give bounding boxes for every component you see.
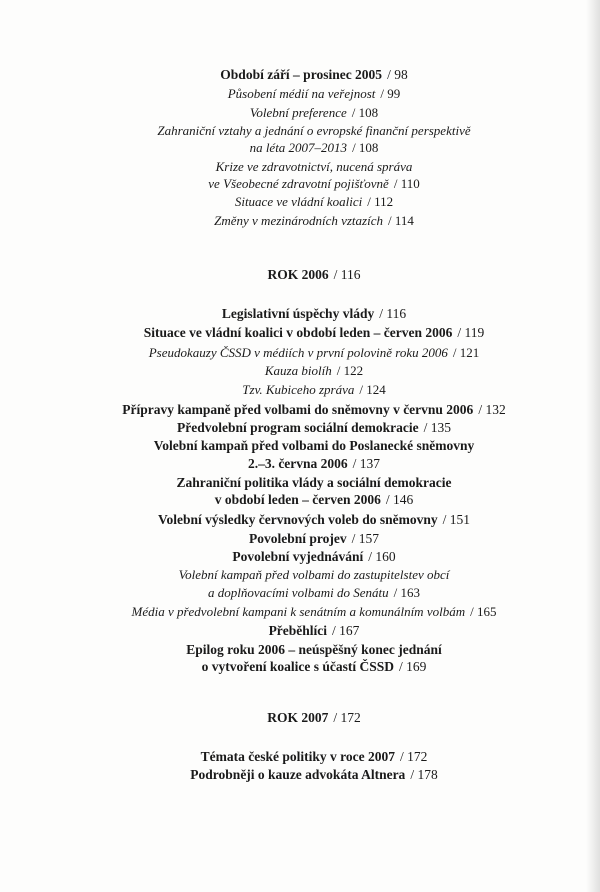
- toc-entry: [14, 566, 600, 583]
- toc-entry-title: Podrobněji o kauze advokáta Altnera: [190, 767, 406, 782]
- toc-entry: [14, 603, 600, 620]
- toc-entry-title: Předvolební program sociální demokracie: [177, 420, 419, 435]
- toc-entry-page: / 122: [336, 363, 364, 378]
- toc-entry-title: 2.–3. června 2006: [247, 456, 348, 471]
- toc-entry-page: / 132: [478, 402, 506, 417]
- toc-entry: [14, 305, 600, 322]
- toc-entry-title: Legislativní úspěchy vlády: [221, 306, 375, 321]
- toc-entry-title: Pseudokauzy ČSSD v médiích v první polovině roku 2006: [148, 345, 448, 360]
- toc-entry: [14, 548, 600, 565]
- toc-entry-page: / 124: [359, 382, 386, 397]
- toc-entry: [14, 622, 600, 639]
- toc-entry: [14, 158, 600, 175]
- toc-entry: [14, 491, 600, 508]
- section-heading: [14, 709, 600, 726]
- toc-entry-title: ve Všeobecné zdravotní pojišťovně: [208, 176, 389, 191]
- toc-entry: [14, 748, 600, 765]
- toc-entry-title: Přípravy kampaně před volbami do sněmovny v červnu 2006: [122, 402, 474, 417]
- toc-entry-page: / 135: [423, 420, 451, 435]
- toc-entry-title: na léta 2007–2013: [249, 140, 348, 155]
- toc-entry-page: / 108: [351, 105, 379, 120]
- toc-entry-title: Situace ve vládní koalici: [234, 194, 363, 209]
- toc-entry: [14, 85, 600, 102]
- toc-entry-title: Období září – prosinec 2005: [220, 67, 383, 82]
- toc-entry-page: / 108: [352, 140, 379, 155]
- toc-entry: [14, 455, 600, 472]
- toc-entry-page: / 160: [368, 549, 396, 564]
- toc-entry: [14, 139, 600, 156]
- toc-entry-page: / 178: [410, 767, 438, 782]
- toc-entry-page: / 99: [380, 86, 401, 101]
- section-heading-page: / 172: [333, 710, 361, 725]
- section-heading: [14, 266, 600, 283]
- section-heading-title: ROK 2007: [267, 710, 329, 725]
- toc-entry: [14, 324, 600, 341]
- toc-entry: [14, 766, 600, 783]
- toc-entry: [14, 381, 600, 398]
- toc-entry: [14, 104, 600, 121]
- toc-entry-page: / 98: [387, 67, 408, 82]
- toc-entry-title: Působení médií na veřejnost: [227, 86, 376, 101]
- toc-entry-page: / 157: [351, 531, 379, 546]
- toc-entry-page: / 137: [352, 456, 381, 471]
- section-heading-page: / 116: [333, 267, 361, 282]
- toc-entry-page: / 167: [332, 623, 360, 638]
- page-edge-shadow: [586, 0, 600, 892]
- toc-entry-title: a doplňovacími volbami do Senátu: [208, 585, 389, 600]
- section-heading-title: ROK 2006: [267, 267, 329, 282]
- toc-entry-title: Volební preference: [249, 105, 347, 120]
- toc-entry: [14, 66, 600, 83]
- toc-entry-title: Zahraniční vztahy a jednání o evropské finanční perspektivě: [157, 123, 471, 138]
- toc-entry: [14, 212, 600, 229]
- toc-entry-title: Přeběhlíci: [268, 623, 328, 638]
- toc-entry-title: Povolební vyjednávání: [232, 549, 364, 564]
- toc-entry: [14, 437, 600, 454]
- toc-entry-page: / 163: [393, 585, 420, 600]
- toc-entry-page: / 151: [442, 512, 471, 527]
- toc-entry-page: / 165: [470, 604, 497, 619]
- toc-entry-title: v období leden – červen 2006: [214, 492, 381, 507]
- toc-entry-title: Volební kampaň před volbami do Poslanecké sněmovny: [153, 438, 475, 453]
- toc-entry-title: Kauza biolíh: [264, 363, 332, 378]
- toc-entry-title: o vytvoření koalice s účastí ČSSD: [201, 659, 394, 674]
- toc-entry-page: / 172: [399, 749, 428, 764]
- toc-entry: [14, 658, 600, 675]
- toc-entry-title: Změny v mezinárodních vztazích: [214, 213, 383, 228]
- toc-entry: [14, 362, 600, 379]
- toc-entry-page: / 116: [379, 306, 407, 321]
- toc-entry-page: / 119: [457, 325, 485, 340]
- toc-entry-page: / 110: [393, 176, 420, 191]
- toc-entry: [14, 122, 600, 139]
- toc-entry-page: / 121: [452, 345, 480, 360]
- toc-entry: [14, 474, 600, 491]
- toc-entry: [14, 641, 600, 658]
- toc-entry-title: Témata české politiky v roce 2007: [200, 749, 395, 764]
- toc-entry-title: Epilog roku 2006 – neúspěšný konec jednání: [186, 642, 442, 657]
- toc-entry-page: / 114: [387, 213, 414, 228]
- toc-entry: [14, 401, 600, 418]
- toc-entry-title: Povolební projev: [248, 531, 347, 546]
- toc-entry: [14, 511, 600, 528]
- toc-entry-title: Média v předvolební kampani k senátním a komunálním volbám: [131, 604, 466, 619]
- toc-entry-title: Volební kampaň před volbami do zastupitelstev obcí: [178, 567, 450, 582]
- toc-entry-page: / 146: [385, 492, 414, 507]
- toc-entry: [14, 419, 600, 436]
- toc-entry: [14, 344, 600, 361]
- toc-entry-title: Situace ve vládní koalici v období leden – červen 2006: [143, 325, 453, 340]
- toc-entry-title: Zahraniční politika vlády a sociální demokracie: [176, 475, 452, 490]
- toc-entry-page: / 169: [398, 659, 427, 674]
- toc-entry-title: Volební výsledky červnových voleb do sněmovny: [157, 512, 438, 527]
- toc-entry: [14, 175, 600, 192]
- toc-entry: [14, 530, 600, 547]
- toc-entry: [14, 193, 600, 210]
- toc-entry-page: / 112: [367, 194, 394, 209]
- toc-entry: [14, 584, 600, 601]
- toc-entry-title: Krize ve zdravotnictví, nucená správa: [215, 159, 413, 174]
- toc-entry-title: Tzv. Kubiceho zpráva: [242, 382, 355, 397]
